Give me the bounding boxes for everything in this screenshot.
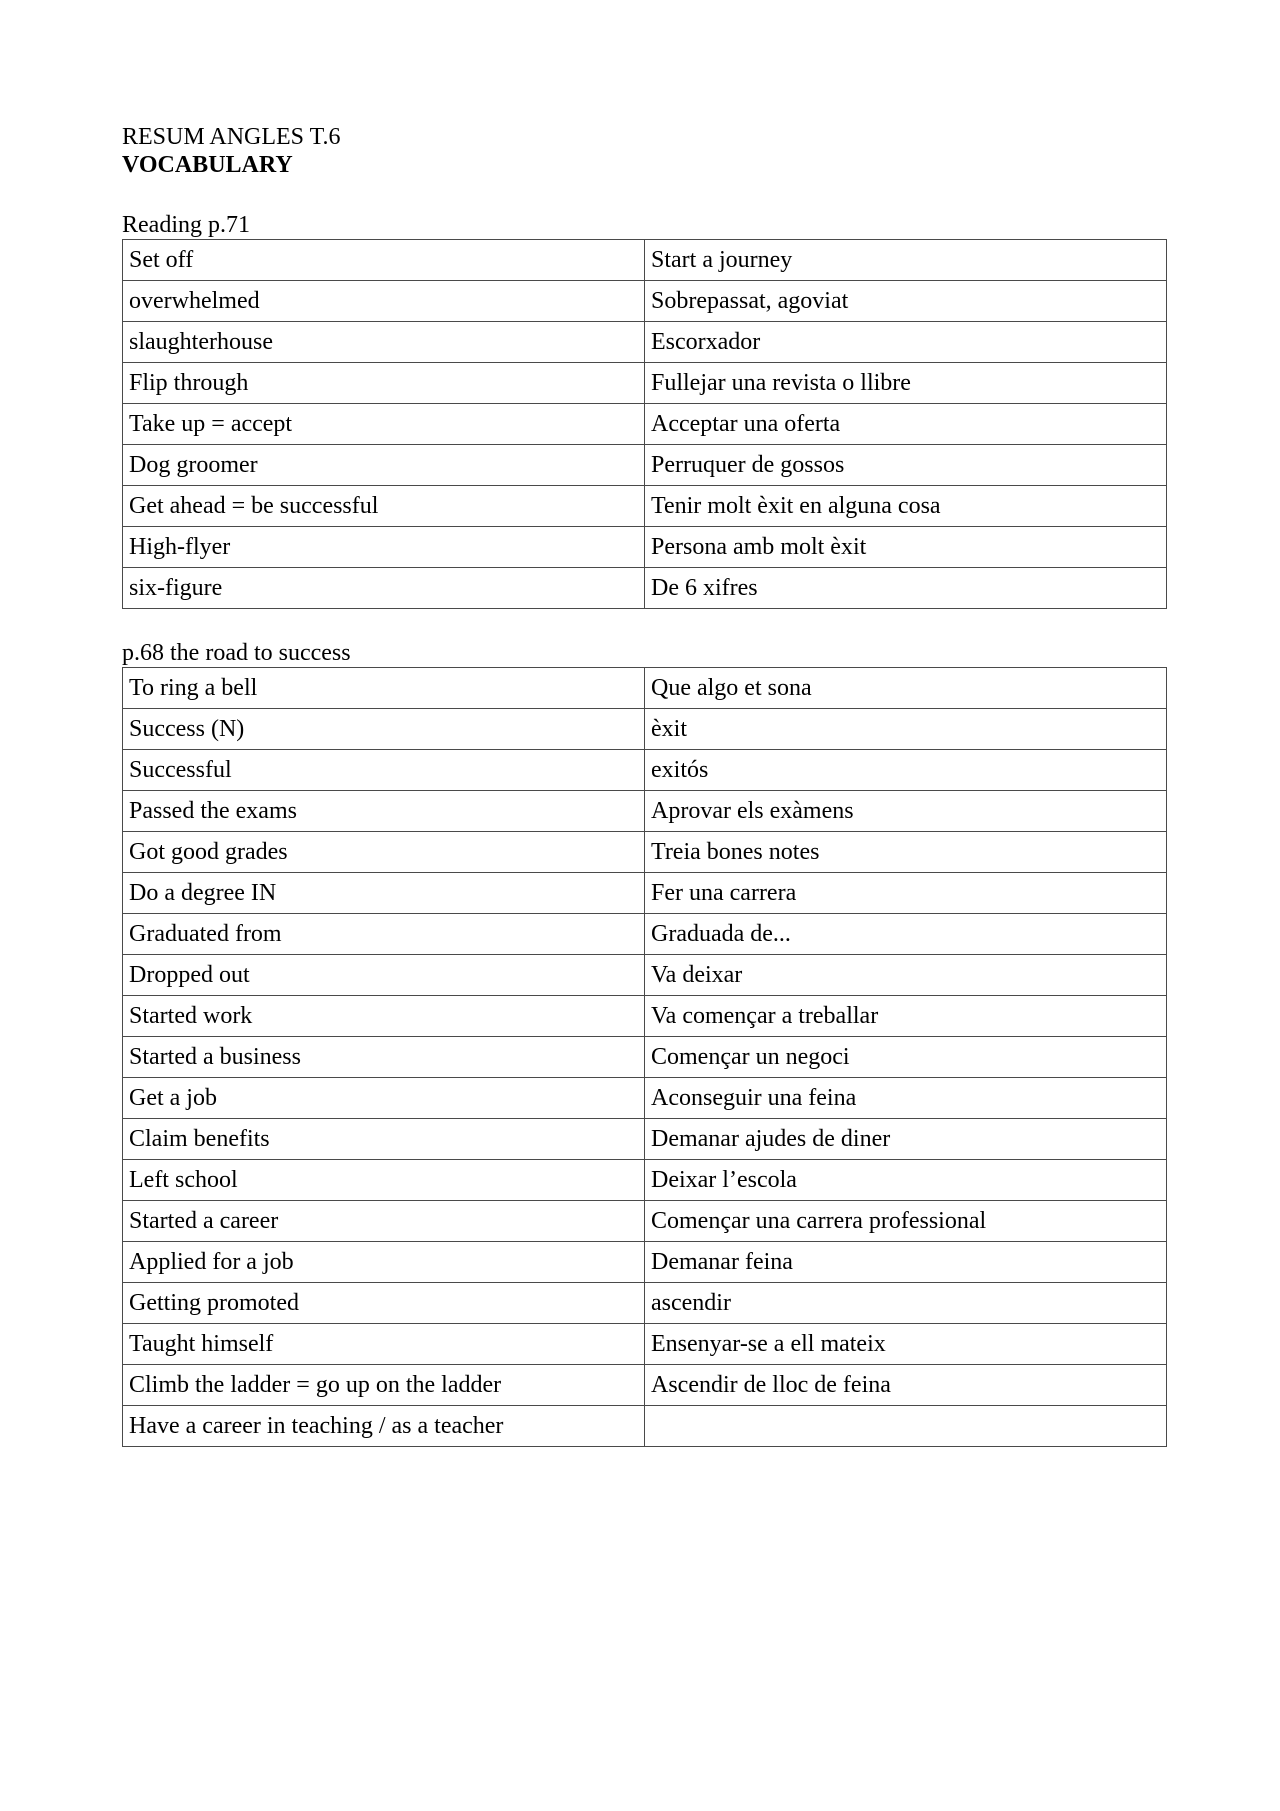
catalan-translation-cell: Escorxador: [645, 322, 1167, 363]
table-row: [123, 1160, 1167, 1201]
catalan-translation-cell: Tenir molt èxit en alguna cosa: [645, 486, 1167, 527]
catalan-translation-cell: Va començar a treballar: [645, 996, 1167, 1037]
table-row: [123, 1242, 1167, 1283]
section-title-road-to-success: p.68 the road to success: [122, 640, 351, 666]
table-row: [123, 1324, 1167, 1365]
english-term-cell: Dropped out: [123, 955, 645, 996]
table-row: [123, 240, 1167, 281]
english-term-cell: Successful: [123, 750, 645, 791]
english-term-cell: Got good grades: [123, 832, 645, 873]
english-term-cell: Get a job: [123, 1078, 645, 1119]
catalan-translation-cell: Acceptar una oferta: [645, 404, 1167, 445]
english-term-cell: Set off: [123, 240, 645, 281]
document-subtitle: VOCABULARY: [122, 152, 293, 178]
catalan-translation-cell: Aconseguir una feina: [645, 1078, 1167, 1119]
catalan-translation-cell: Aprovar els exàmens: [645, 791, 1167, 832]
catalan-translation-cell: èxit: [645, 709, 1167, 750]
english-term-cell: six-figure: [123, 568, 645, 609]
english-term-cell: Started a career: [123, 1201, 645, 1242]
catalan-translation-cell: Persona amb molt èxit: [645, 527, 1167, 568]
catalan-translation-cell: ascendir: [645, 1283, 1167, 1324]
vocab-table-road-to-success: [122, 667, 1167, 1447]
catalan-translation-cell: Fullejar una revista o llibre: [645, 363, 1167, 404]
english-term-cell: Take up = accept: [123, 404, 645, 445]
table-row: [123, 750, 1167, 791]
catalan-translation-cell: Va deixar: [645, 955, 1167, 996]
catalan-translation-cell: Que algo et sona: [645, 668, 1167, 709]
catalan-translation-cell: Començar una carrera professional: [645, 1201, 1167, 1242]
english-term-cell: overwhelmed: [123, 281, 645, 322]
table-row: [123, 404, 1167, 445]
table-row: [123, 363, 1167, 404]
english-term-cell: Getting promoted: [123, 1283, 645, 1324]
english-term-cell: High-flyer: [123, 527, 645, 568]
table-row: [123, 1119, 1167, 1160]
section-title-reading: Reading p.71: [122, 212, 250, 238]
catalan-translation-cell: exitós: [645, 750, 1167, 791]
catalan-translation-cell: Deixar l’escola: [645, 1160, 1167, 1201]
table-row: [123, 322, 1167, 363]
english-term-cell: Left school: [123, 1160, 645, 1201]
catalan-translation-cell: Ensenyar-se a ell mateix: [645, 1324, 1167, 1365]
english-term-cell: Taught himself: [123, 1324, 645, 1365]
english-term-cell: Do a degree IN: [123, 873, 645, 914]
table-row: [123, 1201, 1167, 1242]
table-row: [123, 1365, 1167, 1406]
english-term-cell: Get ahead = be successful: [123, 486, 645, 527]
table-row: [123, 832, 1167, 873]
catalan-translation-cell: De 6 xifres: [645, 568, 1167, 609]
catalan-translation-cell: Perruquer de gossos: [645, 445, 1167, 486]
table-row: [123, 1406, 1167, 1447]
table-row: [123, 568, 1167, 609]
english-term-cell: Claim benefits: [123, 1119, 645, 1160]
catalan-translation-cell: Sobrepassat, agoviat: [645, 281, 1167, 322]
english-term-cell: Success (N): [123, 709, 645, 750]
catalan-translation-cell: Treia bones notes: [645, 832, 1167, 873]
table-row: [123, 873, 1167, 914]
english-term-cell: Dog groomer: [123, 445, 645, 486]
table-row: [123, 955, 1167, 996]
english-term-cell: Passed the exams: [123, 791, 645, 832]
catalan-translation-cell: Ascendir de lloc de feina: [645, 1365, 1167, 1406]
english-term-cell: To ring a bell: [123, 668, 645, 709]
catalan-translation-cell: [645, 1406, 1167, 1447]
vocab-table-reading: [122, 239, 1167, 609]
catalan-translation-cell: Demanar ajudes de diner: [645, 1119, 1167, 1160]
english-term-cell: slaughterhouse: [123, 322, 645, 363]
table-row: [123, 914, 1167, 955]
english-term-cell: Started work: [123, 996, 645, 1037]
table-row: [123, 668, 1167, 709]
english-term-cell: Started a business: [123, 1037, 645, 1078]
english-term-cell: Have a career in teaching / as a teacher: [123, 1406, 645, 1447]
english-term-cell: Climb the ladder = go up on the ladder: [123, 1365, 645, 1406]
document-page: [122, 123, 1166, 1447]
table-row: [123, 1283, 1167, 1324]
english-term-cell: Flip through: [123, 363, 645, 404]
table-row: [123, 709, 1167, 750]
catalan-translation-cell: Començar un negoci: [645, 1037, 1167, 1078]
english-term-cell: Graduated from: [123, 914, 645, 955]
table-row: [123, 1078, 1167, 1119]
table-row: [123, 527, 1167, 568]
catalan-translation-cell: Graduada de...: [645, 914, 1167, 955]
table-row: [123, 996, 1167, 1037]
catalan-translation-cell: Demanar feina: [645, 1242, 1167, 1283]
table-row: [123, 791, 1167, 832]
table-row: [123, 445, 1167, 486]
table-row: [123, 486, 1167, 527]
table-row: [123, 1037, 1167, 1078]
document-title: RESUM ANGLES T.6: [122, 124, 341, 150]
english-term-cell: Applied for a job: [123, 1242, 645, 1283]
catalan-translation-cell: Start a journey: [645, 240, 1167, 281]
catalan-translation-cell: Fer una carrera: [645, 873, 1167, 914]
table-row: [123, 281, 1167, 322]
